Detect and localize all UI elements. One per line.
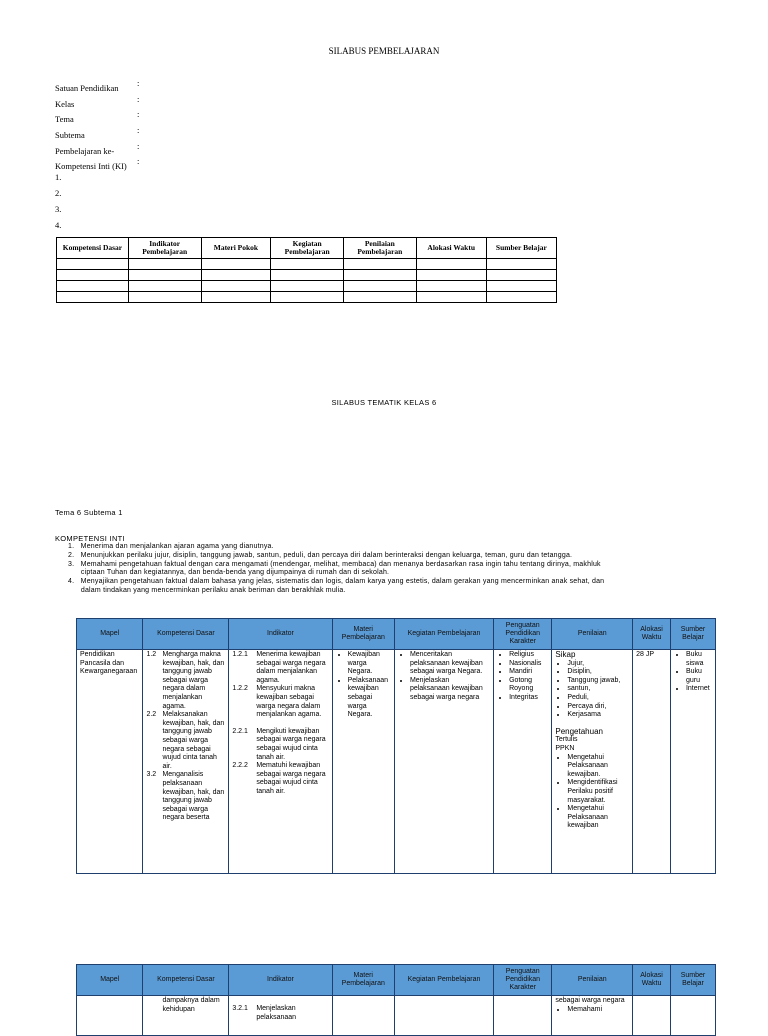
kd-item: [146, 651, 225, 711]
field-colon: :: [137, 156, 140, 166]
ki-item: 4. Menyajikan pengetahuan faktual dalam bahasa yang jelas, sistematis dan logis, dalam karya yang estetis, dalam gerakan yang mencerminkan anak sehat, dan: [68, 578, 605, 586]
field-label: Tema: [55, 114, 74, 124]
field-label: Kelas: [55, 99, 75, 109]
cell: [344, 270, 417, 281]
list-item: • Disiplin,: [567, 668, 629, 677]
cell: [416, 292, 486, 303]
indikator-item: [232, 685, 328, 719]
indikator-no: 1.2.1: [232, 651, 248, 658]
kd-text: Menganalisis pelaksanaan kewajiban, hak, dan tanggung jawab sebagai warga negara beserta: [162, 771, 225, 822]
table-row: [57, 259, 557, 270]
list-item: • Pelaksanaan kewajiban sebagai warga Negara.: [348, 677, 391, 720]
col-alokasi: Alokasi Waktu: [416, 238, 486, 259]
col-sumber: Sumber Belajar: [670, 965, 715, 996]
cell: [128, 270, 201, 281]
kd-item: [146, 711, 225, 771]
col-materi-pokok: Materi Pokok: [201, 238, 271, 259]
col-materi: Materi Pembelajaran: [332, 965, 394, 996]
list-item: • Kewajiban warga Negara.: [348, 651, 391, 677]
col-kegiatan: Kegiatan Pembelajaran: [271, 238, 344, 259]
cell: [416, 270, 486, 281]
mapel-text: Pendidikan Pancasila dan Kewarganegaraan: [80, 651, 138, 676]
col-mapel: Mapel: [77, 965, 143, 996]
indikator-no: 1.2.2: [232, 685, 248, 693]
cell: [57, 259, 129, 270]
col-kompetensi-dasar: Kompetensi Dasar: [143, 965, 229, 996]
col-kompetensi-dasar: Kompetensi Dasar: [57, 238, 129, 259]
alokasi-text: 28 JP: [636, 651, 655, 658]
cell-sumber: [670, 996, 715, 1036]
cell-materi: [332, 996, 394, 1036]
cell: [57, 292, 129, 303]
cell: [271, 270, 344, 281]
col-indikator: Indikator Pembelajaran: [128, 238, 201, 259]
indikator-item: [232, 1005, 328, 1022]
cell: [201, 292, 271, 303]
col-ppk: Penguatan Pendidikan Karakter: [494, 619, 552, 650]
ki-item: 2. Menunjukkan perilaku jujur, disiplin, tanggung jawab, santun, peduli, dan percaya diri dalam berinteraksi dengan keluarga, teman, guru dan tetangga.: [68, 551, 573, 559]
indikator-no: 2.2.1: [232, 727, 248, 735]
list-item: • Buku guru: [686, 668, 712, 685]
cell: [486, 281, 556, 292]
cell: [271, 292, 344, 303]
cell-ppk: [494, 650, 552, 874]
ki-item: dalam tindakan yang mencerminkan perilaku anak beriman dan berakhlak mulia.: [68, 586, 346, 594]
penilaian-tertulis: Tertulis: [555, 736, 578, 744]
kd-no: 3.2: [146, 771, 157, 779]
cell: [486, 270, 556, 281]
cell: [416, 281, 486, 292]
kegiatan-list: [398, 651, 490, 703]
cell: [344, 281, 417, 292]
list-item: • Mengetahui Pelaksanaan kewajiban: [567, 805, 629, 831]
cell-kegiatan: [394, 650, 493, 874]
indikator-item: [232, 651, 328, 685]
col-materi: Materi Pembelajaran: [332, 619, 394, 650]
table-row: [77, 996, 716, 1036]
indikator-no: 2.2.2: [232, 762, 248, 770]
cell-alokasi: [633, 996, 671, 1036]
col-sumber: Sumber Belajar: [486, 238, 556, 259]
sumber-list: [674, 651, 712, 694]
kd-text: Mengharga makna kewajiban, hak, dan tanggung jawab sebagai warga negara dalam menjalankan agama.: [162, 651, 225, 710]
list-item: • Menjelaskan pelaksanaan kewajiban sebagai warga negara: [410, 677, 490, 703]
indikator-item: [232, 762, 328, 796]
list-item: • Integritas: [509, 694, 548, 703]
table-row: [77, 650, 716, 874]
cell-indikator: [229, 650, 332, 874]
col-kompetensi-dasar: Kompetensi Dasar: [143, 619, 229, 650]
pengetahuan-list: [555, 754, 629, 831]
col-penilaian: Penilaian Pembelajaran: [344, 238, 417, 259]
field-kelas: [55, 94, 255, 109]
field-pembelajaran: [55, 141, 255, 156]
list-item: • Gotong Royong: [509, 677, 548, 694]
kd-no: 2.2: [146, 711, 157, 719]
indikator-text: Menjelaskan pelaksanaan: [256, 1005, 297, 1021]
table-header-row: [57, 238, 557, 259]
section-title: SILABUS TEMATIK KELAS 6: [331, 398, 437, 407]
cell: [57, 281, 129, 292]
field-ki: [55, 156, 255, 172]
silabus-template-table: [56, 237, 557, 303]
cell-penilaian: [552, 650, 633, 874]
list-item: • Peduli,: [567, 694, 629, 703]
ppk-list: [497, 651, 548, 703]
list-item: • Mengetahui Pelaksanaan kewajiban.: [567, 754, 629, 780]
cell-mapel: [77, 996, 143, 1036]
indikator-text: Mensyukuri makna kewajiban sebagai warga negara dalam menjalankan agama.: [256, 685, 322, 719]
cell: [201, 270, 271, 281]
ki-number: 4.: [55, 220, 62, 230]
col-indikator: Indikator: [229, 619, 332, 650]
table-header-row: [77, 965, 716, 996]
field-tema: [55, 109, 255, 125]
cell-penilaian: [552, 996, 633, 1036]
field-label: Satuan Pendidikan: [55, 83, 119, 93]
field-label: Subtema: [55, 130, 85, 140]
cell-alokasi: [633, 650, 671, 874]
col-sumber: Sumber Belajar: [670, 619, 715, 650]
field-colon: :: [137, 94, 140, 104]
list-item: • Nasionalis: [509, 660, 548, 669]
penilaian-cont: sebagai warga negara: [555, 997, 625, 1004]
field-label: Kompetensi Inti (KI): [55, 161, 127, 171]
cell-kd: [143, 996, 229, 1036]
silabus-tematik-table: [76, 618, 716, 874]
list-item: • Mandiri: [509, 668, 548, 677]
col-penilaian: Penilaian: [552, 619, 633, 650]
field-colon: :: [137, 125, 140, 135]
penilaian-sikap-label: Sikap: [555, 650, 576, 659]
col-kegiatan: Kegiatan Pembelajaran: [394, 965, 493, 996]
silabus-tematik-table-cont: [76, 964, 716, 1036]
penilaian-pengetahuan-label: Pengetahuan: [555, 726, 603, 736]
table-row: [57, 292, 557, 303]
cell: [128, 281, 201, 292]
cell: [128, 292, 201, 303]
field-subtema: [55, 125, 255, 141]
cell: [57, 270, 129, 281]
field-colon: :: [137, 78, 140, 88]
header-fields: [55, 78, 255, 236]
kd-item: [146, 771, 225, 823]
field-colon: :: [137, 141, 140, 151]
col-kegiatan: Kegiatan Pembelajaran: [394, 619, 493, 650]
ki-number: 2.: [55, 188, 62, 198]
cell: [128, 259, 201, 270]
tema-line: Tema 6 Subtema 1: [55, 508, 123, 517]
ki-item: ciptaan Tuhan dan kegiatannya, dan benda-benda yang dijumpainya di rumah dan di sekolah.: [68, 569, 390, 577]
list-item: • Kerjasama: [567, 711, 629, 720]
table-row: [57, 281, 557, 292]
list-item: • Memahami: [567, 1006, 629, 1015]
cell: [201, 259, 271, 270]
cell: [486, 259, 556, 270]
indikator-item: [232, 728, 328, 762]
cell-sumber: [670, 650, 715, 874]
col-alokasi: Alokasi Waktu: [633, 965, 671, 996]
ki-number: 1.: [55, 172, 62, 182]
spacer: [232, 720, 328, 728]
cell: [344, 259, 417, 270]
cell-indikator: [229, 996, 332, 1036]
list-item: • Percaya diri,: [567, 703, 629, 712]
col-penilaian: Penilaian: [552, 965, 633, 996]
kd-text: Melaksanakan kewajiban, hak, dan tanggung jawab sebagai warga negara sebagai wujud cinta tanah air.: [162, 711, 225, 770]
field-satuan: [55, 78, 255, 94]
table-header-row: [77, 619, 716, 650]
table-row: [57, 270, 557, 281]
ki-item: 3. Memahami pengetahuan faktual dengan cara mengamati (mendengar, melihat, membaca) dan menanya berdasarkan rasa ingin tahu tentang dirinya, makhluk: [68, 560, 601, 568]
list-item: • Jujur,: [567, 660, 629, 669]
col-indikator: Indikator: [229, 965, 332, 996]
indikator-text: Mematuhi kewajiban sebagai warga negara sebagai wujud cinta tanah air.: [256, 762, 326, 795]
indikator-text: Mengikuti kewajiban sebagai warga negara sebagai wujud cinta tanah air.: [256, 727, 326, 761]
cell-kd: [143, 650, 229, 874]
kd-no: 1.2: [146, 651, 157, 658]
list-item: • Religius: [509, 651, 548, 660]
field-colon: :: [137, 109, 140, 119]
cell: [344, 292, 417, 303]
page-title: SILABUS PEMBELAJARAN: [328, 46, 440, 56]
col-ppk: Penguatan Pendidikan Karakter: [494, 965, 552, 996]
sikap-list: [555, 660, 629, 720]
cell-ppk: [494, 996, 552, 1036]
ki-heading: KOMPETENSI INTI: [55, 534, 125, 543]
ki-number: 3.: [55, 204, 62, 214]
kd-cont: dampaknya dalam kehidupan: [162, 997, 220, 1013]
cell: [201, 281, 271, 292]
col-mapel: Mapel: [77, 619, 143, 650]
penilaian-ppkn: PPKN: [555, 744, 575, 752]
materi-list: [336, 651, 391, 720]
ki-item: 1. Menerima dan menjalankan ajaran agama yang dianutnya.: [68, 543, 274, 550]
cell-materi: [332, 650, 394, 874]
cell-mapel: [77, 650, 143, 874]
cell: [271, 259, 344, 270]
cell-kegiatan: [394, 996, 493, 1036]
list-item: • Buku siswa: [686, 651, 712, 668]
list-item: • santun,: [567, 685, 629, 694]
cell: [271, 281, 344, 292]
list-item: • Menceritakan pelaksanaan kewajiban sebagai warga Negara.: [410, 651, 490, 677]
indikator-text: Menerima kewajiban sebagai warga negara dalam menjalankan agama.: [256, 651, 326, 684]
list-item: • Tanggung jawab,: [567, 677, 629, 686]
cell: [486, 292, 556, 303]
field-label: Pembelajaran ke-: [55, 146, 115, 156]
col-alokasi: Alokasi Waktu: [633, 619, 671, 650]
cell: [416, 259, 486, 270]
indikator-no: 3.2.1: [232, 1005, 248, 1012]
penilaian-list: [555, 1006, 629, 1015]
list-item: • Internet: [686, 685, 712, 694]
list-item: • Mengidentifikasi Perilaku positif masyarakat.: [567, 779, 629, 805]
ki-list: [68, 543, 728, 596]
